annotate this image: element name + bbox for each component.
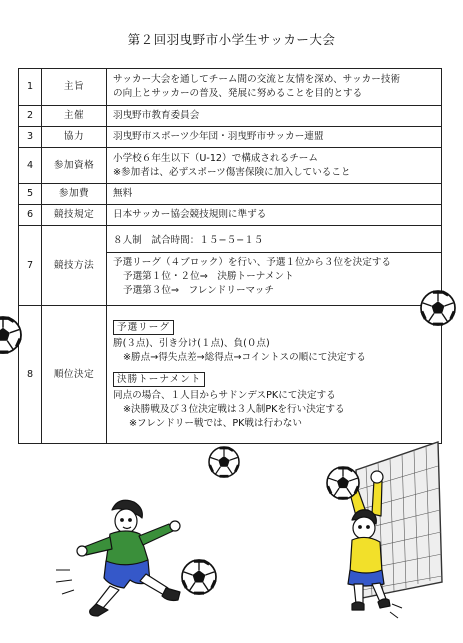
content-line: ※フレンドリー戦では、PK戦は行わない — [129, 417, 302, 429]
row-label: 主催 — [42, 106, 107, 127]
content-line: サッカー大会を通してチーム間の交流と友情を深め、サッカー技術 — [113, 74, 401, 85]
section-heading: 予選リーグ — [113, 320, 174, 335]
soccer-ball-icon — [0, 317, 21, 353]
content-line: 日本サッカー協会競技規則に準ずる — [113, 209, 267, 220]
section-heading: 決勝トーナメント — [113, 372, 205, 387]
row-label: 協力 — [42, 127, 107, 148]
content-line: ※参加者は、必ずスポーツ傷害保険に加入していること — [113, 166, 351, 178]
row-label: 競技規定 — [42, 205, 107, 226]
content-line: 小学校６年生以下（U-12）で構成されるチーム — [113, 152, 318, 164]
row-label: 順位決定 — [42, 306, 107, 444]
soccer-ball-icon — [327, 467, 359, 499]
soccer-ball-icon — [209, 447, 239, 477]
row-number: 1 — [19, 69, 42, 106]
soccer-ball-icon — [421, 291, 455, 325]
content-line: 羽曳野市スポーツ少年団・羽曳野市サッカー連盟 — [113, 131, 324, 142]
row-label: 参加費 — [42, 184, 107, 205]
content-line: 予選第３位⇒ フレンドリーマッチ — [123, 284, 274, 296]
content-line: 予選リーグ（４ブロック）を行い、予選１位から３位を決定する — [113, 256, 392, 268]
content-line: 羽曳野市教育委員会 — [113, 110, 200, 121]
match-format-line: ８人制 試合時間：１５−５−１５ — [113, 234, 264, 246]
row-label: 競技方法 — [42, 226, 107, 306]
kicking-boy-illustration — [56, 500, 180, 616]
row-label: 主旨 — [42, 69, 107, 106]
row-label: 参加資格 — [42, 148, 107, 184]
row-number: 4 — [19, 148, 42, 184]
row-number: 8 — [19, 306, 42, 444]
content-line: 勝(３点)、引き分け(１点)、負(０点) — [113, 337, 270, 349]
content-line: 無料 — [113, 188, 133, 199]
content-line: 同点の場合、１人目からサドンデスPKにて決定する — [113, 389, 336, 401]
row-number: 3 — [19, 127, 42, 148]
soccer-ball-icon — [182, 560, 216, 594]
row-number: 2 — [19, 106, 42, 127]
content-line: の向上とサッカーの普及、発展に努めることを目的とする — [113, 88, 363, 99]
content-line: ※決勝戦及び３位決定戦は３人制PKを行い決定する — [123, 403, 345, 415]
row-number: 6 — [19, 205, 42, 226]
row-number: 5 — [19, 184, 42, 205]
page-title: 第２回羽曳野市小学生サッカー大会 — [127, 32, 336, 47]
content-line: ※勝点→得失点差→総得点→コイントスの順にて決定する — [123, 351, 366, 363]
content-line: 予選第１位・２位⇒ 決勝トーナメント — [123, 270, 294, 282]
row-number: 7 — [19, 226, 42, 306]
